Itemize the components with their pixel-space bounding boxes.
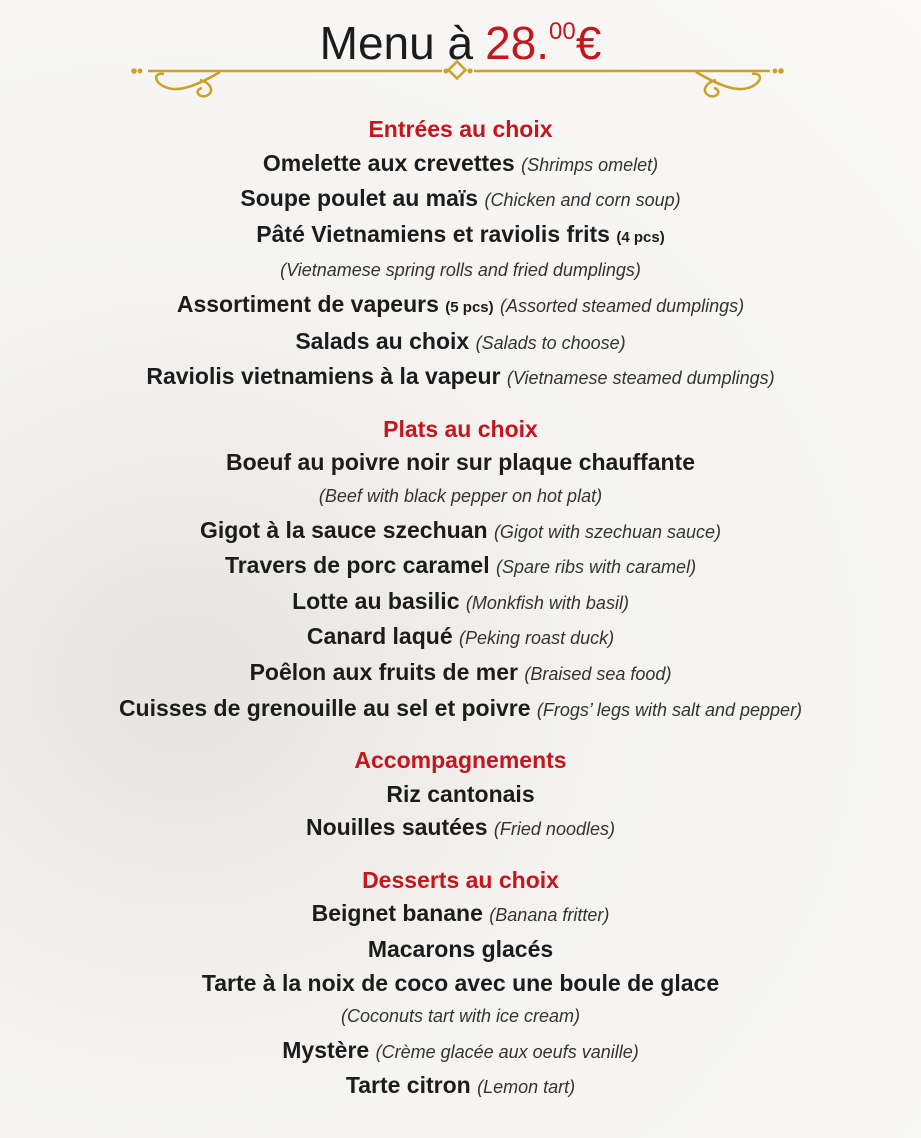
menu-section (0, 413, 921, 727)
ornament-divider (130, 58, 786, 108)
item-name: Beignet banane (311, 900, 483, 927)
item-translation: (Coconuts tart with ice cream) (340, 1006, 581, 1027)
item-translation: (Assorted steamed dumplings) (500, 295, 745, 316)
menu-item (0, 1034, 921, 1070)
item-name: Travers de porc caramel (224, 552, 490, 579)
menu-item (0, 933, 921, 967)
item-name: Omelette aux crevettes (262, 149, 515, 176)
item-name: Lotte au basilic (292, 587, 460, 614)
item-translation: (Spare ribs with caramel) (496, 557, 697, 578)
menu-item (0, 967, 921, 1001)
item-quantity: (4 pcs) (616, 228, 665, 246)
item-translation: (Salads to choose) (475, 332, 626, 353)
menu-body (0, 113, 921, 1122)
item-name: Gigot à la sauce szechuan (199, 516, 488, 543)
price-main: 28. (485, 17, 550, 69)
item-translation: (Chicken and corn soup) (484, 190, 681, 211)
menu-item (0, 325, 921, 361)
menu-item (0, 360, 921, 396)
menu-item (0, 585, 921, 621)
item-name: Assortiment de vapeurs (176, 290, 439, 317)
item-translation: (Vietnamese spring rolls and fried dumplings) (280, 260, 641, 281)
menu-section (0, 113, 921, 396)
menu-item (0, 147, 921, 183)
menu-item (0, 182, 921, 218)
menu-item (0, 811, 921, 847)
menu-item (0, 446, 921, 480)
item-name: Canard laqué (306, 623, 453, 650)
item-name: Soupe poulet au maïs (240, 185, 479, 212)
item-translation: (Banana fritter) (489, 905, 610, 926)
item-translation: (Gigot with szechuan sauce) (493, 521, 722, 542)
item-translation: (Frogs’ legs with salt and pepper) (536, 699, 803, 720)
menu-item (0, 514, 921, 550)
menu-section (0, 744, 921, 847)
item-name: Cuisses de grenouille au sel et poivre (118, 694, 531, 721)
item-translation: (Peking roast duck) (459, 628, 615, 649)
menu-item (0, 549, 921, 585)
item-name: Macarons glacés (367, 936, 554, 963)
item-name: Raviolis vietnamiens à la vapeur (146, 363, 501, 390)
section-heading: Plats au choix (383, 415, 538, 442)
item-translation: (Vietnamese steamed dumplings) (506, 368, 775, 389)
menu-item (0, 1069, 921, 1105)
item-name: Tarte citron (345, 1072, 471, 1099)
menu-item (0, 778, 921, 812)
menu-item (0, 897, 921, 933)
menu-item (0, 218, 921, 255)
section-heading: Entrées au choix (368, 116, 553, 142)
menu-section (0, 864, 921, 1105)
item-name: Nouilles sautées (306, 814, 488, 841)
item-translation: (Beef with black pepper on hot plat) (318, 485, 603, 506)
title-label: Menu à (319, 17, 474, 69)
item-name: Pâté Vietnamiens et raviolis frits (256, 220, 610, 247)
menu-item (0, 656, 921, 692)
item-name: Tarte à la noix de coco avec une boule de glace (201, 969, 720, 996)
price-currency: € (575, 17, 602, 69)
item-translation: (Crème glacée aux oeufs vanille) (375, 1041, 639, 1062)
section-heading: Accompagnements (354, 747, 567, 774)
menu-item (0, 692, 921, 728)
item-translation: (Fried noodles) (493, 819, 615, 840)
menu-item (0, 620, 921, 656)
item-name: Mystère (282, 1036, 370, 1063)
item-quantity: (5 pcs) (445, 298, 494, 316)
menu-item (0, 288, 921, 325)
item-name: Salads au choix (295, 327, 470, 354)
item-translation: (Lemon tart) (477, 1077, 576, 1098)
item-name: Boeuf au poivre noir sur plaque chauffante (225, 449, 695, 476)
item-translation: (Monkfish with basil) (465, 592, 629, 613)
price-cents: 00 (549, 18, 576, 45)
item-translation: (Braised sea food) (524, 663, 672, 684)
item-name: Poêlon aux fruits de mer (249, 658, 518, 685)
item-translation: (Shrimps omelet) (521, 154, 659, 175)
section-heading: Desserts au choix (362, 866, 559, 893)
item-name: Riz cantonais (386, 780, 535, 807)
